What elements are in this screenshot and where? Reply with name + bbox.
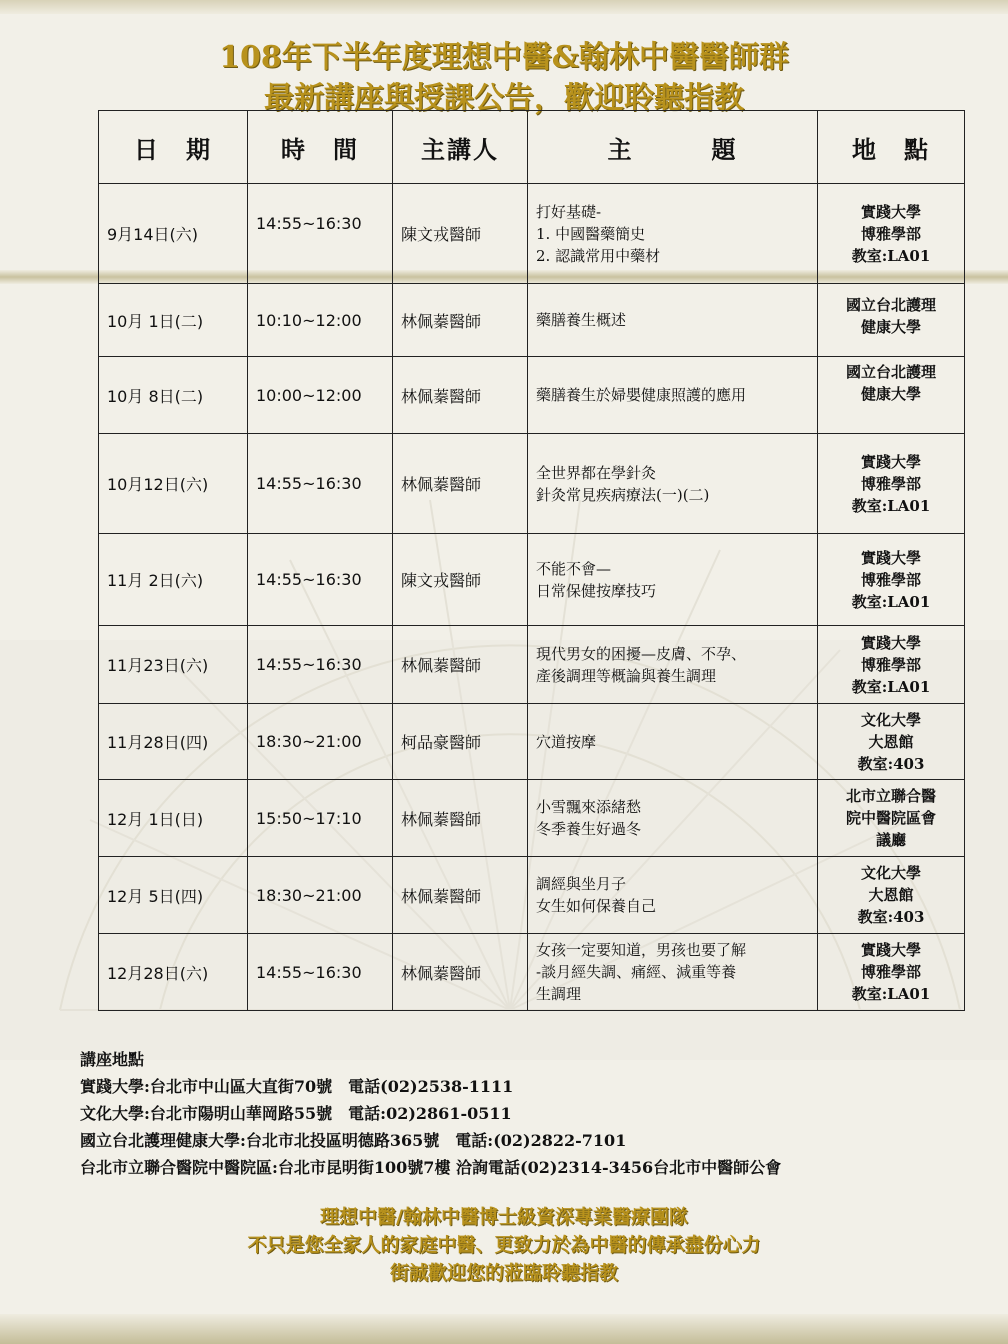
date-cell: 11月23日(六) [99, 626, 248, 704]
venue-cell: 文化大學 大恩館 教室:403 [818, 704, 965, 780]
header-time: 時 間 [248, 111, 393, 184]
header-venue: 地 點 [818, 111, 965, 184]
time-cell: 10:10~12:00 [248, 284, 393, 357]
venue-cell: 實踐大學 博雅學部 教室:LA01 [818, 434, 965, 534]
venue-cell: 實踐大學 博雅學部 教室:LA01 [818, 534, 965, 626]
bottom-band [0, 1314, 1008, 1344]
date-cell: 12月 1日(日) [99, 780, 248, 857]
speaker-cell: 陳文戎醫師 [393, 534, 528, 626]
page-subtitle: 最新講座與授課公告，歡迎聆聽指教 [264, 81, 744, 116]
venue-address-line: 文化大學:台北市陽明山華岡路55號 電話:02)2861-0511 [80, 1104, 512, 1123]
topic-cell: 藥膳養生概述 [528, 284, 818, 357]
date-cell: 11月28日(四) [99, 704, 248, 780]
speaker-cell: 林佩蓁醫師 [393, 780, 528, 857]
venue-cell: 北市立聯合醫 院中醫院區會 議廳 [818, 780, 965, 857]
table-row [99, 934, 965, 1011]
speaker-cell: 柯品豪醫師 [393, 704, 528, 780]
speaker-cell: 林佩蓁醫師 [393, 434, 528, 534]
table-row [99, 704, 965, 780]
venue-cell: 實踐大學 博雅學部 教室:LA01 [818, 626, 965, 704]
time-cell: 14:55~16:30 [248, 534, 393, 626]
venue-address-line: 國立台北護理健康大學:台北市北投區明德路365號 電話:(02)2822-7101 [80, 1131, 627, 1150]
date-cell: 11月 2日(六) [99, 534, 248, 626]
lecture-schedule-table [98, 110, 965, 1011]
date-cell: 10月12日(六) [99, 434, 248, 534]
footer-slogan-1: 理想中醫/翰林中醫博士級資深專業醫療團隊 [320, 1206, 688, 1228]
topic-cell: 不能不會— 日常保健按摩技巧 [528, 534, 818, 626]
top-band [0, 0, 1008, 14]
table-row [99, 357, 965, 434]
speaker-cell: 林佩蓁醫師 [393, 626, 528, 704]
topic-cell: 女孩一定要知道，男孩也要了解 -談月經失調、痛經、減重等養 生調理 [528, 934, 818, 1011]
page-title: 108年下半年度理想中醫&翰林中醫醫師群 [219, 40, 789, 75]
venue-cell: 實踐大學 博雅學部 教室:LA01 [818, 934, 965, 1011]
time-cell: 18:30~21:00 [248, 857, 393, 934]
topic-cell: 小雪飄來添緒愁 冬季養生好過冬 [528, 780, 818, 857]
time-cell: 14:55~16:30 [248, 184, 393, 284]
venue-cell: 文化大學 大恩館 教室:403 [818, 857, 965, 934]
topic-cell: 全世界都在學針灸 針灸常見疾病療法(一)(二) [528, 434, 818, 534]
topic-cell: 打好基礎- 1. 中國醫藥簡史 2. 認識常用中藥材 [528, 184, 818, 284]
table-row [99, 626, 965, 704]
topic-cell: 藥膳養生於婦嬰健康照護的應用 [528, 357, 818, 434]
venue-address-list [80, 1046, 781, 1181]
date-cell: 10月 1日(二) [99, 284, 248, 357]
venue-address-line: 實踐大學:台北市中山區大直街70號 電話(02)2538-1111 [80, 1077, 514, 1096]
footer-slogan-2: 不只是您全家人的家庭中醫、更致力於為中醫的傳承盡份心力 [247, 1234, 761, 1256]
speaker-cell: 林佩蓁醫師 [393, 357, 528, 434]
venue-cell: 國立台北護理 健康大學 [818, 357, 965, 434]
venue-cell: 實踐大學 博雅學部 教室:LA01 [818, 184, 965, 284]
topic-cell: 現代男女的困擾—皮膚、不孕、 產後調理等概論與養生調理 [528, 626, 818, 704]
footer-slogan-3: 街誠歡迎您的蒞臨聆聽指教 [389, 1262, 618, 1284]
table-row [99, 780, 965, 857]
time-cell: 10:00~12:00 [248, 357, 393, 434]
table-row [99, 284, 965, 357]
time-cell: 14:55~16:30 [248, 434, 393, 534]
date-cell: 9月14日(六) [99, 184, 248, 284]
venue-heading: 講座地點 [80, 1050, 145, 1069]
table-header-row [99, 111, 965, 184]
date-cell: 12月 5日(四) [99, 857, 248, 934]
speaker-cell: 林佩蓁醫師 [393, 857, 528, 934]
venue-cell: 國立台北護理 健康大學 [818, 284, 965, 357]
time-cell: 14:55~16:30 [248, 626, 393, 704]
date-cell: 10月 8日(二) [99, 357, 248, 434]
speaker-cell: 林佩蓁醫師 [393, 934, 528, 1011]
table-row [99, 434, 965, 534]
header-speaker: 主講人 [393, 111, 528, 184]
venue-address-line: 台北市立聯合醫院中醫院區:台北市昆明街100號7樓 洽詢電話(02)2314-3456台北市中醫師公會 [80, 1158, 782, 1177]
header-topic: 主 題 [528, 111, 818, 184]
table-row [99, 184, 965, 284]
topic-cell: 穴道按摩 [528, 704, 818, 780]
date-cell: 12月28日(六) [99, 934, 248, 1011]
time-cell: 18:30~21:00 [248, 704, 393, 780]
header-date: 日 期 [99, 111, 248, 184]
time-cell: 15:50~17:10 [248, 780, 393, 857]
time-cell: 14:55~16:30 [248, 934, 393, 1011]
speaker-cell: 林佩蓁醫師 [393, 284, 528, 357]
topic-cell: 調經與坐月子 女生如何保養自己 [528, 857, 818, 934]
speaker-cell: 陳文戎醫師 [393, 184, 528, 284]
table-row [99, 534, 965, 626]
table-row [99, 857, 965, 934]
